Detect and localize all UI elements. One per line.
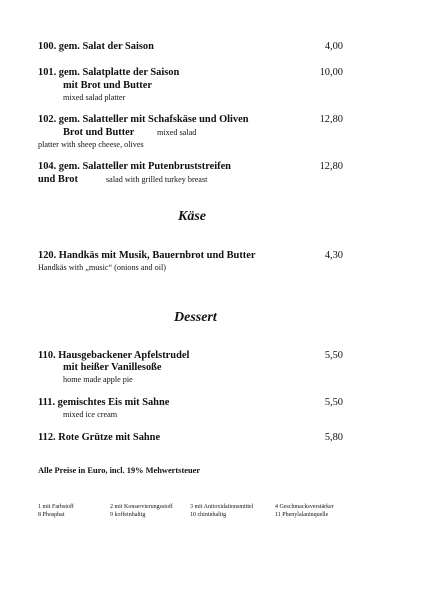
item-120-price: 4,30 — [324, 250, 343, 261]
item-101-subtitle: mit Brot und Butter — [63, 80, 152, 91]
footnote-4: 4 Geschmacksverstärker — [275, 504, 334, 510]
item-110-name: 110. Hausgebackener Apfelstrudel — [38, 350, 190, 361]
item-120-name: 120. Handkäs mit Musik, Bauernbrot und Butter — [38, 250, 256, 261]
item-110-price: 5,50 — [324, 350, 343, 361]
item-111-price: 5,50 — [324, 397, 343, 408]
item-102-description-inline: mixed salad — [157, 128, 197, 137]
item-111-name: 111. gemischtes Eis mit Sahne — [38, 397, 170, 408]
item-111-description: mixed ice cream — [63, 410, 118, 419]
item-102-subtitle: Brot und Butter — [63, 127, 135, 138]
footnote-1: 1 mit Farbstoff — [38, 504, 74, 510]
item-102-price: 12,80 — [319, 114, 343, 125]
item-100-price: 4,00 — [324, 41, 343, 52]
section-title-dessert: Dessert — [174, 310, 217, 325]
footnote-10: 10 chininhaltig — [190, 512, 227, 518]
footnote-2: 2 mit Konservierungsstoff — [110, 504, 173, 510]
item-102-description: platter with sheep cheese, olives — [38, 140, 144, 149]
footnote-8: 8 Phosphat — [38, 512, 65, 518]
section-title-kaese: Käse — [178, 209, 206, 224]
footnote-9: 9 koffeinhaltig — [110, 512, 146, 518]
item-104-description-inline: salad with grilled turkey breast — [106, 175, 208, 184]
item-104-subtitle: und Brot — [38, 174, 78, 185]
item-112-name: 112. Rote Grütze mit Sahne — [38, 432, 161, 443]
item-112-price: 5,80 — [324, 432, 343, 443]
item-110-subtitle: mit heißer Vanillesoße — [63, 362, 162, 373]
item-120-description: Handkäs with „music“ (onions and oil) — [38, 263, 167, 272]
footnote-3: 3 mit Antioxidationsmittel — [190, 504, 254, 510]
item-100-name: 100. gem. Salat der Saison — [38, 41, 154, 52]
item-104-price: 12,80 — [319, 161, 343, 172]
item-110-description: home made apple pie — [63, 375, 133, 384]
item-101-name: 101. gem. Salatplatte der Saison — [38, 67, 180, 78]
item-101-description: mixed salad platter — [63, 93, 126, 102]
price-note: Alle Preise in Euro, incl. 19% Mehwertsteuer — [38, 466, 201, 475]
item-104-name: 104. gem. Salatteller mit Putenbruststreifen — [38, 161, 231, 172]
item-101-price: 10,00 — [319, 67, 343, 78]
item-102-name: 102. gem. Salatteller mit Schafskäse und Oliven — [38, 114, 249, 125]
footnote-11: 11 Phenylalaninquelle — [275, 512, 329, 518]
